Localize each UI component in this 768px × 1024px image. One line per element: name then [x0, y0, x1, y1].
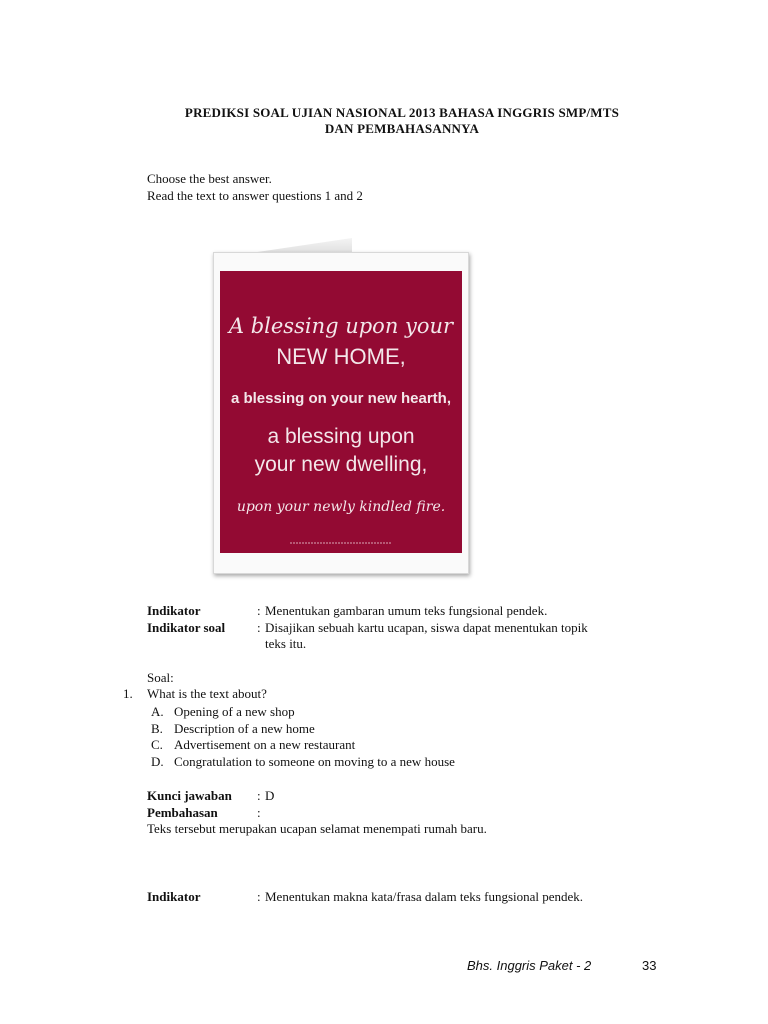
- card-line-1: A blessing upon your: [228, 314, 454, 338]
- option-letter: A.: [151, 704, 164, 719]
- instruction-read: Read the text to answer questions 1 and 2: [147, 188, 363, 203]
- indikator-2-value: Menentukan makna kata/frasa dalam teks fungsional pendek.: [265, 889, 584, 904]
- option-text: Description of a new home: [174, 721, 315, 736]
- card-line-2: NEW HOME,: [276, 344, 406, 369]
- indikator-sep: :: [257, 603, 261, 618]
- card-line-5: your new dwelling,: [254, 453, 428, 476]
- greeting-card: [213, 252, 469, 574]
- document-title-line2: DAN PEMBAHASANNYA: [324, 121, 480, 136]
- option-text: Congratulation to someone on moving to a new house: [174, 754, 455, 769]
- soal-heading: Soal:: [147, 670, 174, 685]
- kunci-jawaban-sep: :: [257, 788, 261, 803]
- page-number: 33: [642, 958, 657, 973]
- option-text: Advertisement on a new restaurant: [174, 737, 356, 752]
- card-line-4: a blessing upon: [267, 425, 415, 448]
- option-letter: D.: [151, 754, 164, 769]
- question-number: 1.: [123, 686, 133, 701]
- question-text: What is the text about?: [147, 686, 267, 701]
- option-letter: B.: [151, 721, 163, 736]
- document-title-line1: PREDIKSI SOAL UJIAN NASIONAL 2013 BAHASA INGGRIS SMP/MTS: [184, 105, 620, 120]
- kunci-jawaban-value: D: [265, 788, 275, 803]
- indikator-2-sep: :: [257, 889, 261, 904]
- indikator-soal-sep: :: [257, 620, 261, 635]
- card-line-6: upon your newly kindled fire.: [236, 499, 446, 515]
- option-text: Opening of a new shop: [174, 704, 295, 719]
- greeting-card-panel: [220, 271, 462, 553]
- indikator-label: Indikator: [147, 603, 201, 618]
- instruction-choose: Choose the best answer.: [147, 171, 272, 186]
- indikator-soal-value-1: Disajikan sebuah kartu ucapan, siswa dapat menentukan topik: [265, 620, 588, 635]
- indikator-value: Menentukan gambaran umum teks fungsional pendek.: [265, 603, 548, 618]
- pembahasan-sep: :: [257, 805, 261, 820]
- pembahasan-text: Teks tersebut merupakan ucapan selamat menempati rumah baru.: [147, 821, 487, 836]
- kunci-jawaban-label: Kunci jawaban: [147, 788, 232, 803]
- indikator-soal-label: Indikator soal: [147, 620, 226, 635]
- footer-subject: Bhs. Inggris Paket - 2: [467, 958, 592, 973]
- pembahasan-label: Pembahasan: [147, 805, 218, 820]
- option-letter: C.: [151, 737, 163, 752]
- indikator-soal-value-2: teks itu.: [265, 636, 307, 651]
- indikator-2-label: Indikator: [147, 889, 201, 904]
- card-line-3: a blessing on your new hearth,: [230, 390, 452, 407]
